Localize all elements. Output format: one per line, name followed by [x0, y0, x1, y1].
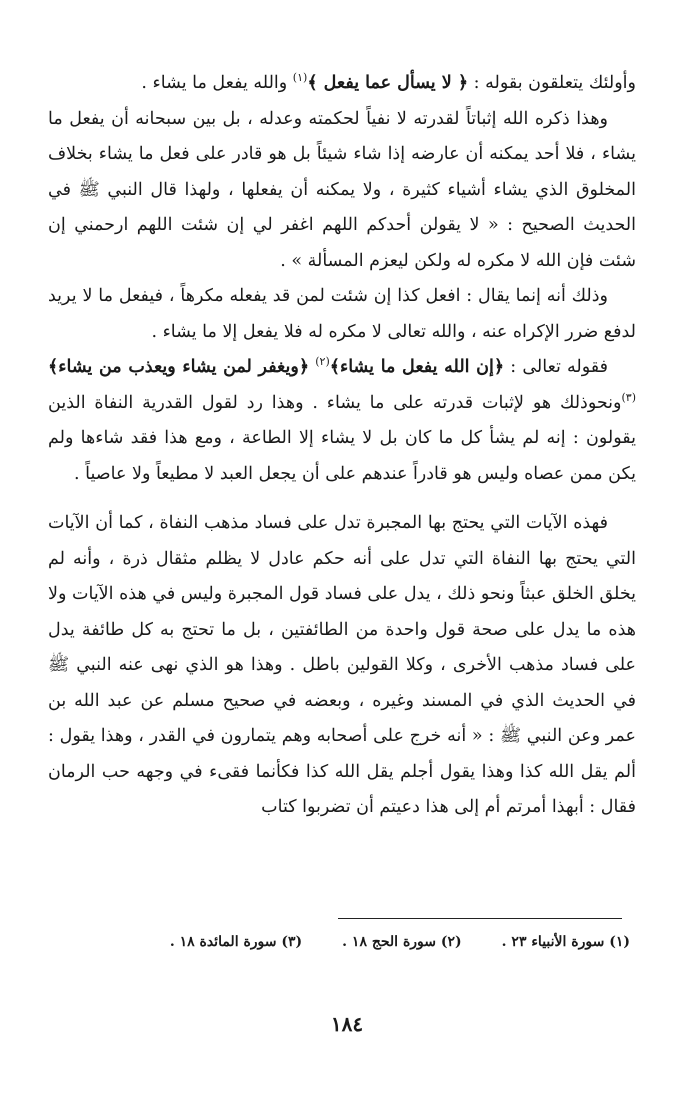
quran-quote: ﴿ لا يسأل عما يفعل ﴾ — [307, 73, 469, 93]
paragraph-text: وهذا ذكره الله إثباتاً لقدرته لا نفياً لحكمته وعدله ، بل بين سبحانه أن يفعل ما يشاء ، فلا أحد يمكنه أن عارضه إذا شاء شيئاً بل هو قادر على فعل ما يشاء بخلاف المخلوق الذي يشاء أشياء كثيرة ، ولا يمكنه أن يفعلها ، ولهذا قال النبي ﷺ في الحديث الصحيح : « لا يقولن أحدكم اللهم اغفر لي إن شئت اللهم ارحمني إن شئت فإن الله لا مكره له ولكن ليعزم المسألة » . — [48, 108, 636, 271]
footnote-ref: (٣) — [621, 390, 636, 404]
paragraph-text: فقوله تعالى : — [504, 357, 608, 377]
paragraph-text: ونحوذلك هو لإثبات قدرته على ما يشاء . وهذا رد لقول القدرية النفاة الذين يقولون : إنه لم يشأ كل ما كان بل لا يشاء إلا الطاعة ، ومع هذا فقد شاءها ولم يكن ممن عصاه وليس هو قادراً عندهم على أن يجعل العبد لا مطيعاً ولا عاصياً . — [48, 392, 636, 484]
paragraph-text: وأولئك يتعلقون بقوله : — [468, 73, 636, 93]
footnote-2: (٢) سورة الحج ١٨ . — [342, 934, 462, 950]
paragraph-text: وذلك أنه إنما يقال : افعل كذا إن شئت لمن قد يفعله مكرهاً ، فيفعل ما لا يريد لدفع ضرر الإكراه عنه ، والله تعالى لا مكره له فلا يفعل إلا ما يشاء . — [48, 286, 636, 342]
quran-quote: ﴿ويغفر لمن يشاء ويعذب من يشاء﴾ — [48, 357, 310, 377]
footnote-separator — [338, 918, 622, 919]
paragraph — [48, 279, 636, 350]
main-text — [48, 66, 636, 826]
footnote-3: (٣) سورة المائدة ١٨ . — [169, 934, 303, 950]
paragraph — [48, 66, 636, 102]
footnote-1: (١) سورة الأنبياء ٢٣ . — [501, 934, 630, 950]
footnote-ref: (١) — [292, 71, 308, 85]
footnotes — [120, 930, 630, 954]
paragraph — [48, 350, 636, 492]
paragraph-text: والله يفعل ما يشاء . — [141, 73, 293, 93]
paragraph — [48, 102, 636, 280]
page-number: ١٨٤ — [330, 1012, 364, 1036]
footnote-ref: (٢) — [315, 355, 330, 369]
quran-quote: ﴿إن الله يفعل ما يشاء﴾ — [329, 357, 505, 377]
paragraph-text: فهذه الآيات التي يحتج بها المجبرة تدل على فساد مذهب النفاة ، كما أن الآيات التي يحتج بها النفاة التي تدل على أنه حكم عادل لا يظلم مثقال ذرة ، وأنه لم يخلق الخلق عبثاً ونحو ذلك ، يدل على فساد قول المجبرة وليس في هذه الآيات ولا هذه ما يدل على صحة قول واحدة من الطائفتين ، بل ما تحتج به كل طائفة يدل على فساد مذهب الأخرى ، وكلا القولين باطل . وهذا هو الذي نهى عنه النبي ﷺ في الحديث الذي في المسند وغيره ، وبعضه في صحيح مسلم عن عبد الله بن عمر وعن النبي ﷺ : « أنه خرج على أصحابه وهم يتمارون في القدر ، وهذا يقول : ألم يقل الله كذا وهذا يقول أجلم يقل الله كذا فكأنما فقىء في وجهه حب الرمان فقال : أبهذا أمرتم أم إلى هذا دعيتم أن تضربوا كتاب — [48, 513, 636, 817]
paragraph — [48, 506, 636, 826]
